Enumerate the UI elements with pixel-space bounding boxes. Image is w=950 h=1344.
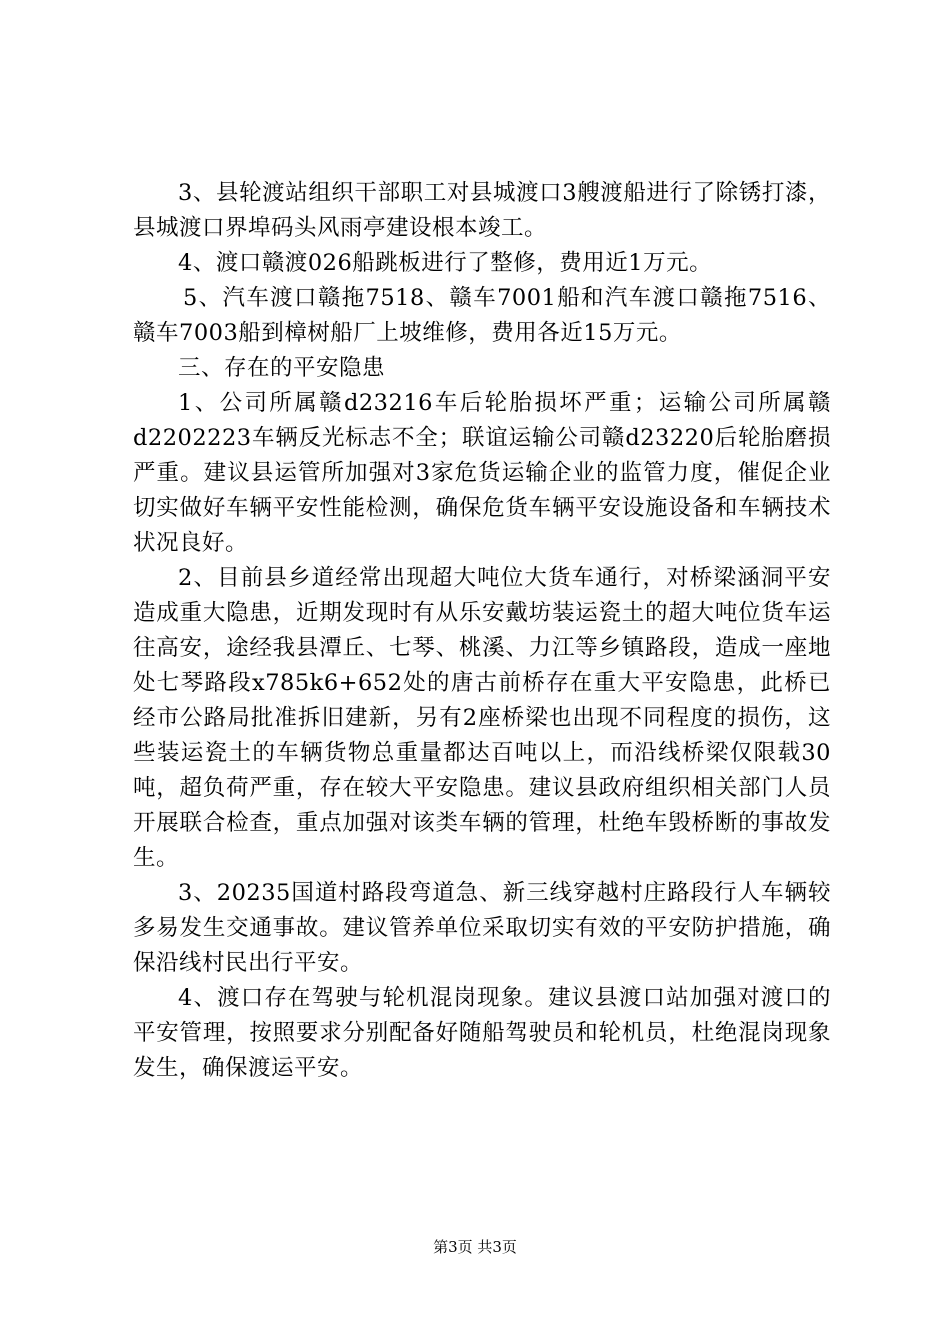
paragraph: 4、渡口存在驾驶与轮机混岗现象。建议县渡口站加强对渡口的平安管理，按照要求分别配备好随船驾驶员和轮机员，杜绝混岗现象发生，确保渡运平安。 [133, 985, 831, 1081]
paragraph: 3、20235国道村路段弯道急、新三线穿越村庄路段行人车辆较多易发生交通事故。建议管养单位采取切实有效的平安防护措施，确保沿线村民出行平安。 [133, 880, 831, 976]
section-heading: 三、存在的平安隐患 [178, 355, 386, 381]
paragraph: 5、汽车渡口赣拖7518、赣车7001船和汽车渡口赣拖7516、赣车7003船到樟树船厂上坡维修，费用各近15万元。 [133, 285, 831, 346]
paragraph: 4、渡口赣渡026船跳板进行了整修，费用近1万元。 [178, 250, 713, 276]
page-footer: 第3页 共3页 [433, 1238, 517, 1256]
paragraph: 2、目前县乡道经常出现超大吨位大货车通行，对桥梁涵洞平安造成重大隐患，近期发现时有从乐安戴坊装运瓷土的超大吨位货车运往高安，途经我县潭丘、七琴、桃溪、力江等乡镇路段，造成一座地处七琴路段x785k6+652处的唐古前桥存在重大平安隐患，此桥已经市公路局批准拆旧建新，另有2座桥梁也出现不同程度的损伤，这些装运瓷土的车辆货物总重量都达百吨以上，而沿线桥梁仅限载30吨，超负荷严重，存在较大平安隐患。建议县政府组织相关部门人员开展联合检查，重点加强对该类车辆的管理，杜绝车毁桥断的事故发生。 [133, 565, 831, 871]
paragraph: 1、公司所属赣d23216车后轮胎损坏严重；运输公司所属赣d2202223车辆反光标志不全；联谊运输公司赣d23220后轮胎磨损严重。建议县运管所加强对3家危货运输企业的监管力度，催促企业切实做好车辆平安性能检测，确保危货车辆平安设施设备和车辆技术状况良好。 [133, 390, 831, 556]
document-body [133, 176, 831, 1086]
paragraph: 3、县轮渡站组织干部职工对县城渡口3艘渡船进行了除锈打漆，县城渡口界埠码头风雨亭建设根本竣工。 [133, 180, 831, 241]
